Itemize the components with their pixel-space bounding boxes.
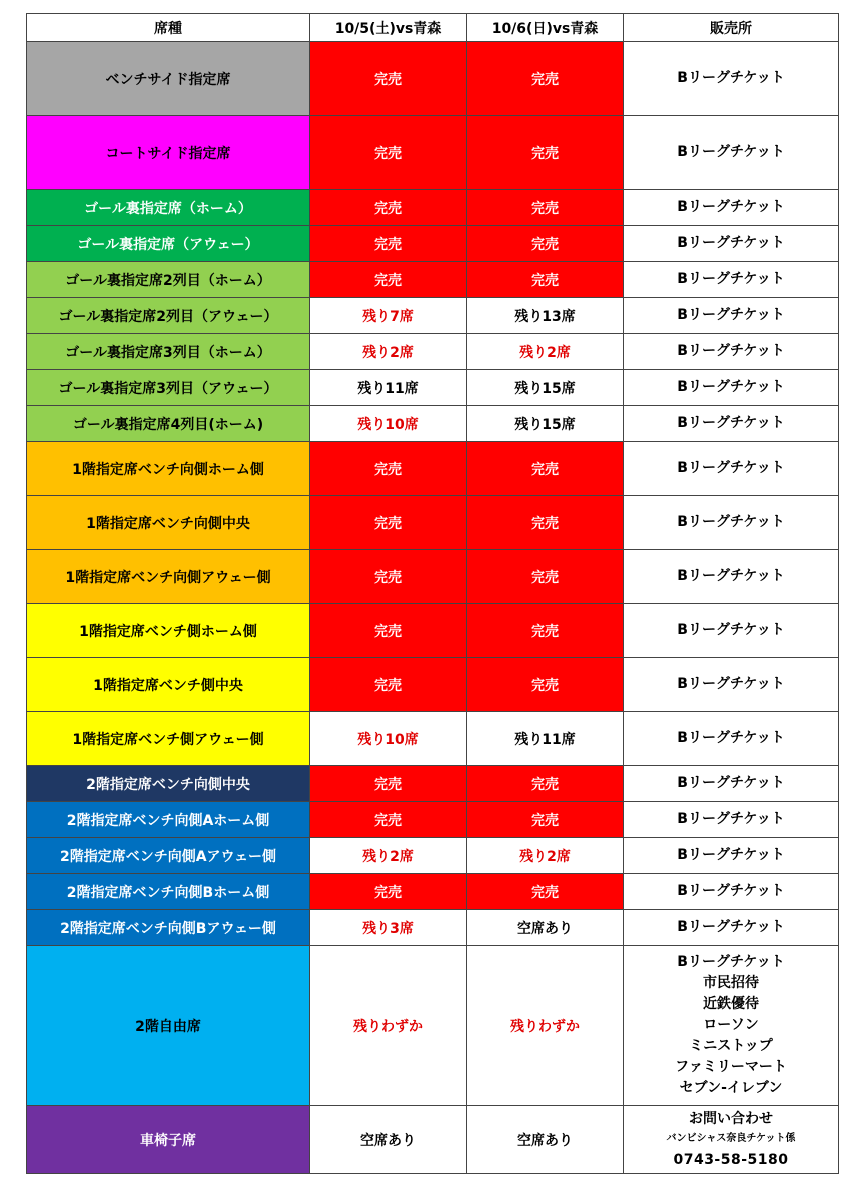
contact-phone-number: 0743-58-5180 [673,1151,789,1168]
venue-cell [624,42,839,116]
venue-name: Bリーグチケット [677,568,785,584]
seat-type-cell: 1階指定席ベンチ側ホーム側 [27,604,310,658]
venue-name: 近鉄優待 [703,996,759,1012]
table-row [27,1106,839,1174]
seat-type-cell: ゴール裏指定席3列目（アウェー） [27,370,310,406]
venue-cell [624,766,839,802]
seat-type-cell: 1階指定席ベンチ側アウェー側 [27,712,310,766]
header-date-2: 10/6(日)vs青森 [467,14,624,42]
venue-cell [624,802,839,838]
status-cell-date-1: 完売 [310,190,467,226]
table-row [27,658,839,712]
table-row [27,262,839,298]
table-row [27,334,839,370]
venue-name: Bリーグチケット [677,70,785,86]
status-cell-date-2: 完売 [467,802,624,838]
table-row [27,910,839,946]
status-cell-date-1: 残り11席 [310,370,467,406]
status-cell-date-2: 残りわずか [467,946,624,1106]
venue-name: Bリーグチケット [677,676,785,692]
venue-cell [624,370,839,406]
seat-type-cell: ゴール裏指定席（ホーム） [27,190,310,226]
venue-name: 市民招待 [703,975,759,991]
venue-name: Bリーグチケット [677,343,785,359]
status-cell-date-1: 残りわずか [310,946,467,1106]
table-row [27,406,839,442]
contact-title: お問い合わせ [689,1110,773,1127]
status-cell-date-2: 残り2席 [467,838,624,874]
venue-name: Bリーグチケット [677,144,785,160]
table-row [27,190,839,226]
table-row [27,442,839,496]
seat-type-cell: ゴール裏指定席（アウェー） [27,226,310,262]
status-cell-date-1: 完売 [310,496,467,550]
seat-type-cell: コートサイド指定席 [27,116,310,190]
status-cell-date-2: 完売 [467,190,624,226]
table-row [27,298,839,334]
venue-name: ミニストップ [689,1038,773,1054]
status-cell-date-1: 完売 [310,802,467,838]
ticket-availability-table [26,13,839,1174]
seat-type-cell: ゴール裏指定席3列目（ホーム） [27,334,310,370]
venue-name: Bリーグチケット [677,622,785,638]
contact-department: バンビシャス奈良チケット係 [666,1132,796,1144]
seat-type-cell: 1階指定席ベンチ向側ホーム側 [27,442,310,496]
status-cell-date-1: 完売 [310,42,467,116]
status-cell-date-2: 空席あり [467,1106,624,1174]
venue-cell [624,874,839,910]
venue-name: Bリーグチケット [677,775,785,791]
seat-type-cell: 2階指定席ベンチ向側Aアウェー側 [27,838,310,874]
venue-name: Bリーグチケット [677,919,785,935]
status-cell-date-1: 空席あり [310,1106,467,1174]
seat-type-cell: ベンチサイド指定席 [27,42,310,116]
venue-cell [624,298,839,334]
table-row [27,604,839,658]
seat-type-cell: 2階指定席ベンチ向側Aホーム側 [27,802,310,838]
status-cell-date-2: 完売 [467,226,624,262]
table-row [27,42,839,116]
status-cell-date-2: 完売 [467,550,624,604]
header-date-1: 10/5(土)vs青森 [310,14,467,42]
venue-name: セブン-イレブン [679,1080,783,1096]
seat-type-cell: 車椅子席 [27,1106,310,1174]
venue-name: Bリーグチケット [677,954,785,970]
table-row [27,838,839,874]
status-cell-date-2: 完売 [467,658,624,712]
header-venue: 販売所 [624,14,839,42]
table-row [27,874,839,910]
status-cell-date-1: 完売 [310,116,467,190]
venue-name: Bリーグチケット [677,811,785,827]
venue-cell [624,262,839,298]
venue-name: Bリーグチケット [677,514,785,530]
venue-cell [624,496,839,550]
status-cell-date-1: 残り3席 [310,910,467,946]
status-cell-date-2: 完売 [467,874,624,910]
venue-cell [624,406,839,442]
status-cell-date-1: 残り7席 [310,298,467,334]
seat-type-cell: 1階指定席ベンチ向側中央 [27,496,310,550]
seat-type-cell: 2階指定席ベンチ向側Bアウェー側 [27,910,310,946]
table-row [27,766,839,802]
status-cell-date-2: 残り2席 [467,334,624,370]
table-row [27,946,839,1106]
table-row [27,116,839,190]
status-cell-date-2: 完売 [467,116,624,190]
table-row [27,712,839,766]
seat-type-cell: 2階自由席 [27,946,310,1106]
status-cell-date-2: 完売 [467,262,624,298]
venue-name: Bリーグチケット [677,199,785,215]
header-seat-type: 席種 [27,14,310,42]
venue-cell [624,190,839,226]
seat-type-cell: ゴール裏指定席4列目(ホーム) [27,406,310,442]
venue-cell [624,712,839,766]
venue-name: ローソン [703,1017,759,1033]
status-cell-date-1: 完売 [310,604,467,658]
table-row [27,226,839,262]
table-row [27,802,839,838]
status-cell-date-1: 完売 [310,226,467,262]
table-row [27,550,839,604]
status-cell-date-2: 完売 [467,442,624,496]
venue-name: Bリーグチケット [677,235,785,251]
table-row [27,496,839,550]
status-cell-date-1: 完売 [310,658,467,712]
seat-type-cell: 1階指定席ベンチ側中央 [27,658,310,712]
header-row [27,14,839,42]
status-cell-date-2: 残り15席 [467,406,624,442]
venue-cell [624,1106,839,1174]
venue-cell [624,946,839,1106]
venue-cell [624,226,839,262]
venue-cell [624,116,839,190]
status-cell-date-2: 完売 [467,42,624,116]
venue-cell [624,550,839,604]
status-cell-date-2: 残り13席 [467,298,624,334]
status-cell-date-1: 残り10席 [310,712,467,766]
status-cell-date-1: 完売 [310,766,467,802]
venue-name: Bリーグチケット [677,415,785,431]
venue-name: Bリーグチケット [677,307,785,323]
status-cell-date-1: 完売 [310,874,467,910]
status-cell-date-2: 空席あり [467,910,624,946]
venue-name: Bリーグチケット [677,730,785,746]
venue-name: ファミリーマート [675,1059,787,1075]
status-cell-date-1: 残り2席 [310,334,467,370]
venue-name: Bリーグチケット [677,271,785,287]
seat-type-cell: ゴール裏指定席2列目（ホーム） [27,262,310,298]
venue-name: Bリーグチケット [677,379,785,395]
venue-cell [624,910,839,946]
status-cell-date-1: 完売 [310,550,467,604]
status-cell-date-2: 完売 [467,604,624,658]
seat-type-cell: ゴール裏指定席2列目（アウェー） [27,298,310,334]
status-cell-date-2: 完売 [467,496,624,550]
status-cell-date-1: 完売 [310,442,467,496]
venue-name: Bリーグチケット [677,883,785,899]
venue-name: Bリーグチケット [677,460,785,476]
venue-name: Bリーグチケット [677,847,785,863]
status-cell-date-1: 完売 [310,262,467,298]
status-cell-date-2: 完売 [467,766,624,802]
seat-type-cell: 1階指定席ベンチ向側アウェー側 [27,550,310,604]
status-cell-date-2: 残り15席 [467,370,624,406]
status-cell-date-2: 残り11席 [467,712,624,766]
venue-cell [624,658,839,712]
venue-cell [624,334,839,370]
venue-cell [624,838,839,874]
status-cell-date-1: 残り2席 [310,838,467,874]
venue-cell [624,442,839,496]
venue-cell [624,604,839,658]
seat-type-cell: 2階指定席ベンチ向側中央 [27,766,310,802]
table-row [27,370,839,406]
status-cell-date-1: 残り10席 [310,406,467,442]
seat-type-cell: 2階指定席ベンチ向側Bホーム側 [27,874,310,910]
